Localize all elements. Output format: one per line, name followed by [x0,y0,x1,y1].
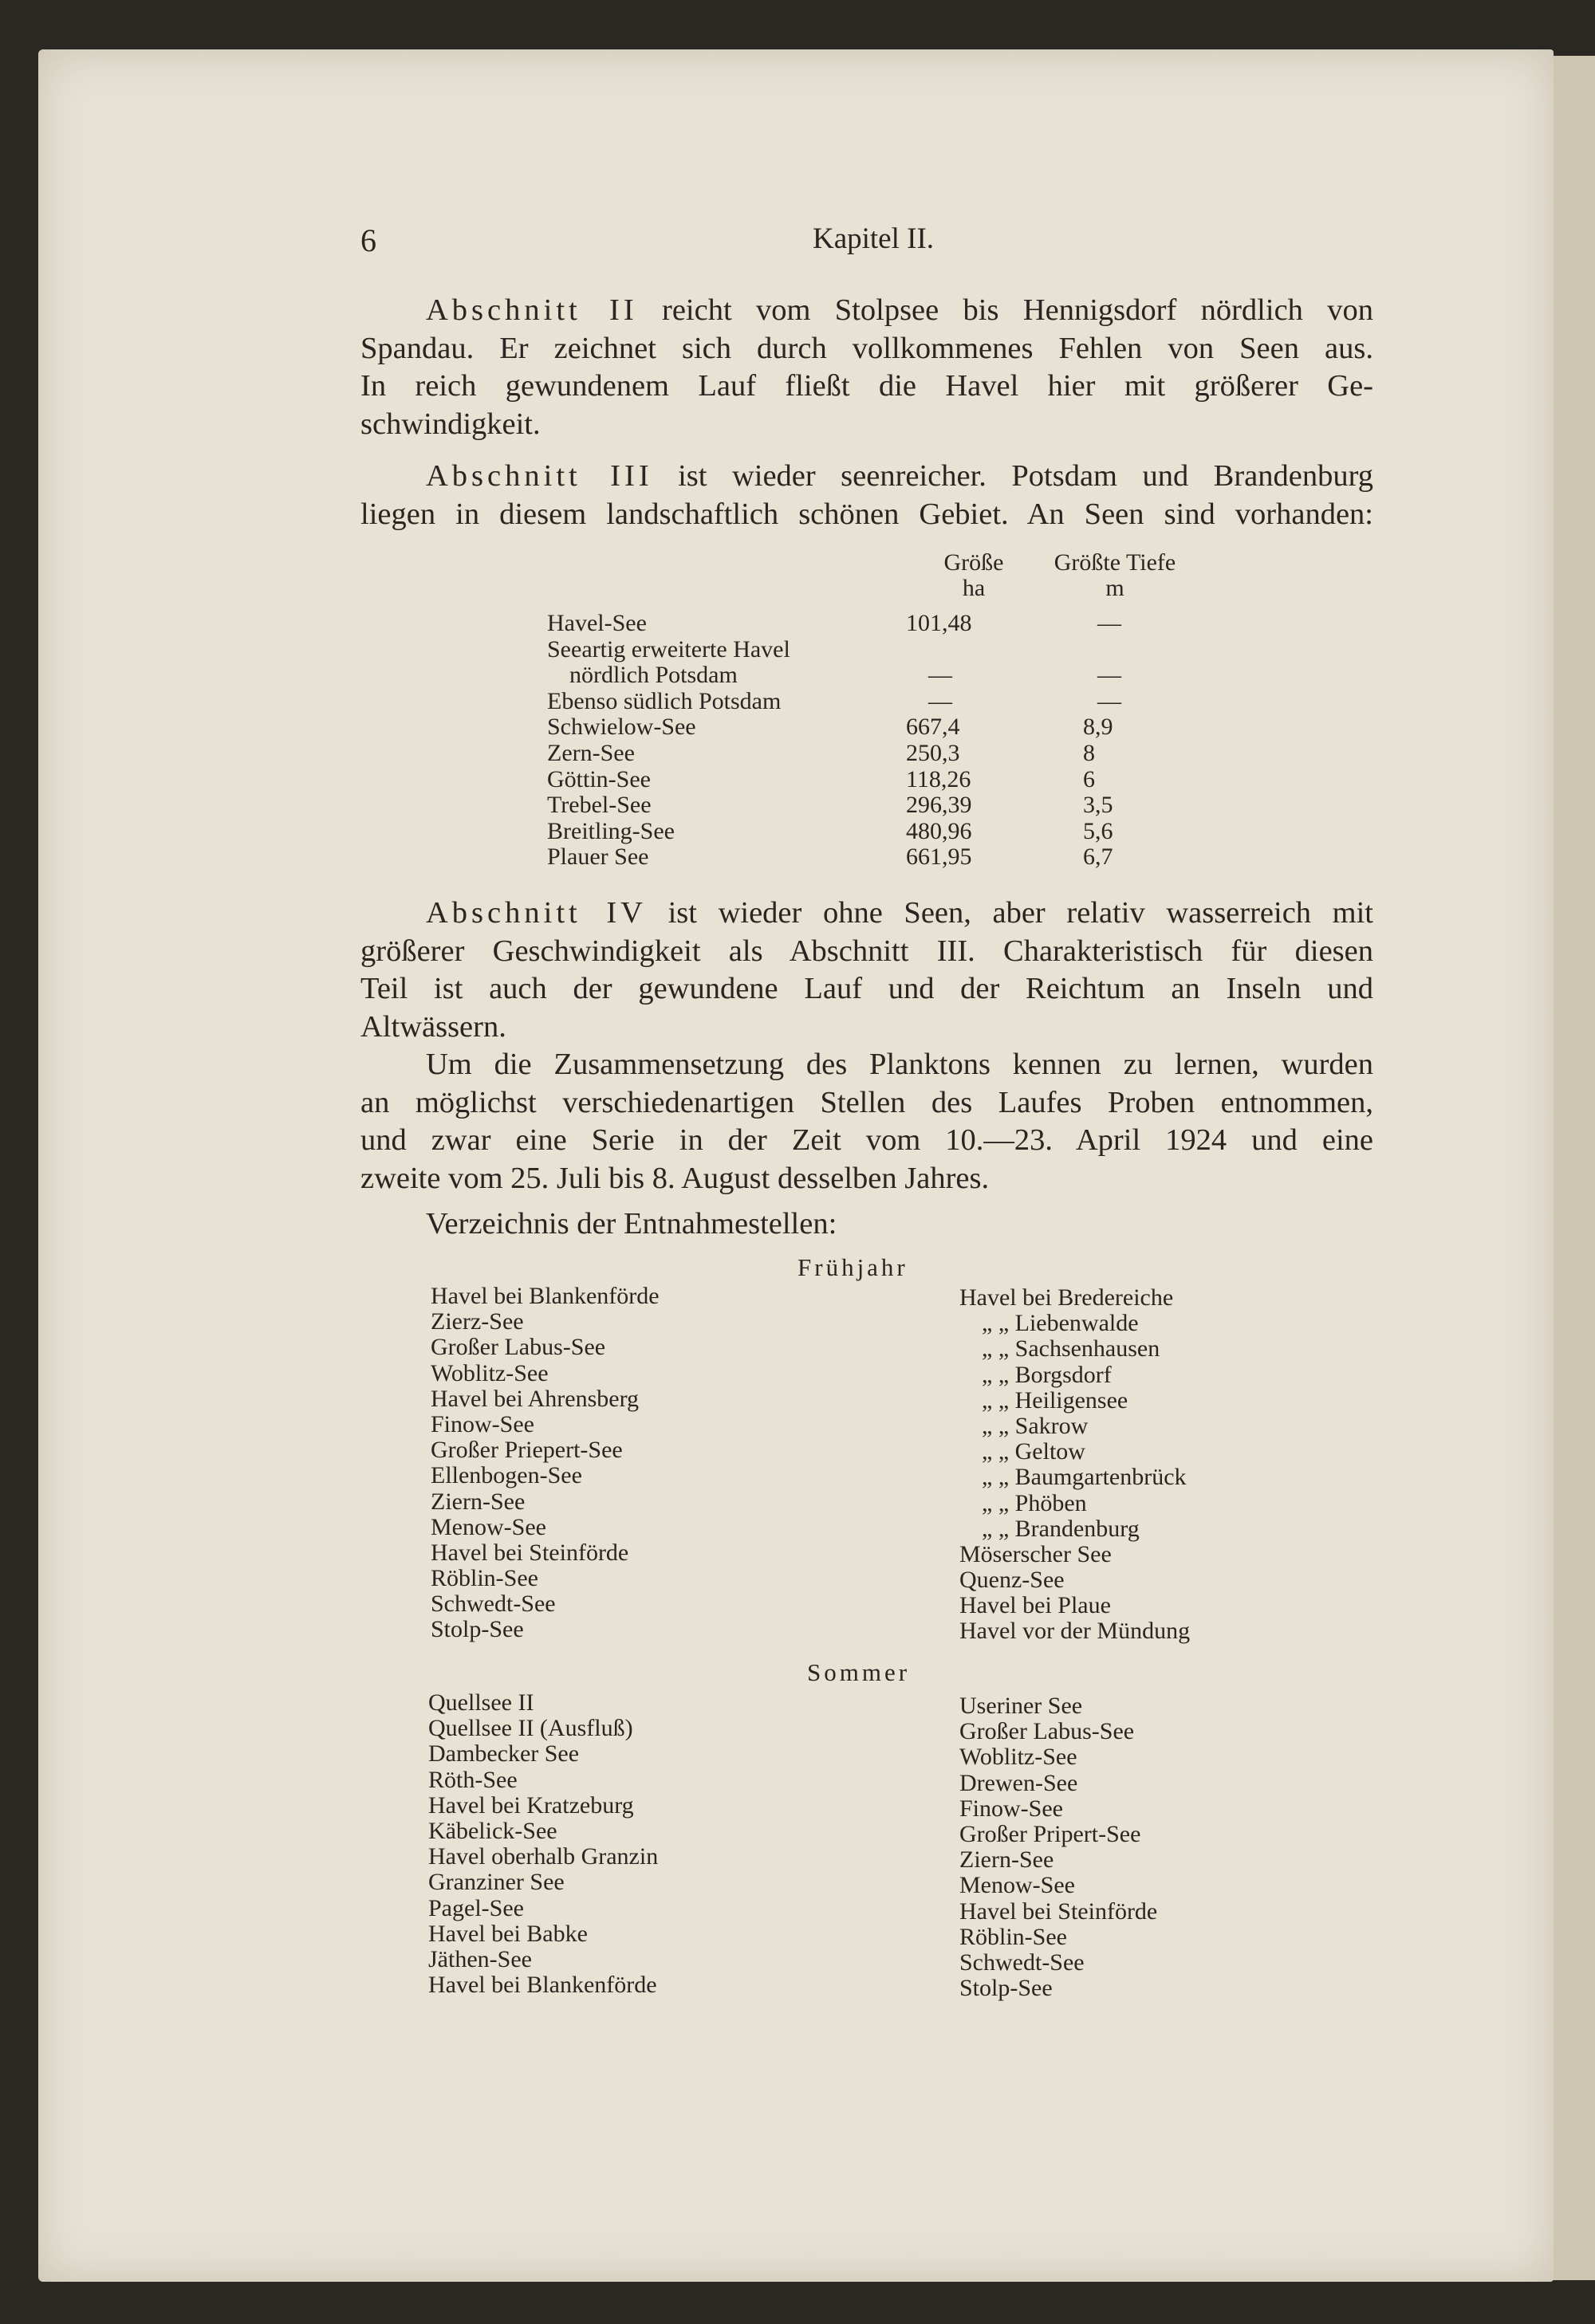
lake-depth: 6,7 [1083,843,1113,871]
lake-depth: — [1097,610,1121,636]
station-item: Havel bei Blankenförde [428,1972,657,1999]
lake-name: nördlich Potsdam [569,662,738,689]
station-item: Havel bei Plaue [959,1592,1111,1619]
page-number: 6 [360,222,376,258]
station-item: Finow-See [959,1795,1063,1822]
paragraph-line: Abschnitt III ist wieder seenreicher. Potsdam und Brandenburg [426,459,1373,493]
lake-name: Plauer See [547,843,649,871]
station-item: Havel bei Kratzeburg [428,1791,634,1819]
paragraph-line: an möglichst verschiedenartigen Stellen des Laufes Proben entnommen, [360,1085,1373,1119]
station-item: Drewen-See [959,1769,1078,1796]
station-item: Woblitz-See [431,1359,549,1386]
station-item: „ „ Geltow [982,1438,1085,1465]
station-item: Jäthen-See [428,1945,532,1972]
paragraph-plankton [360,1046,1373,1197]
lake-depth: 8 [1083,740,1095,766]
station-item: Stolp-See [431,1616,524,1643]
station-item: Möserscher See [959,1540,1112,1567]
paragraph-line: Abschnitt II reicht vom Stolpsee bis Hennigsdorf nördlich von [426,293,1373,327]
paragraph-line: schwindigkeit. [360,407,541,441]
station-item: Quellsee II (Ausfluß) [428,1715,633,1742]
lake-name: Breitling-See [547,817,675,844]
station-item: Dambecker See [428,1740,580,1768]
lake-depth: — [1097,662,1121,689]
paragraph-line: liegen in diesem landschaftlich schönen Gebiet. An Seen sind vorhanden: [360,497,1373,531]
station-item: Finow-See [431,1410,534,1437]
station-item: Großer Pripert-See [959,1820,1141,1847]
station-item: Zierz-See [431,1308,524,1335]
lake-size: 101,48 [906,610,972,636]
lake-name: Trebel-See [547,792,652,819]
lake-name: Ebenso südlich Potsdam [547,687,782,714]
station-item: Havel oberhalb Granzin [428,1843,659,1870]
station-item: „ „ Borgsdorf [982,1361,1112,1388]
station-item: Schwedt-See [959,1948,1085,1976]
station-item: Röblin-See [431,1565,538,1592]
station-item: Ziern-See [959,1846,1054,1874]
lake-size: — [928,662,952,689]
lake-name: Havel-See [547,610,647,636]
station-item: Woblitz-See [959,1744,1077,1771]
station-item: „ „ Sachsenhausen [982,1335,1160,1363]
lake-depth: — [1097,687,1121,714]
station-item: Großer Priepert-See [431,1437,623,1464]
heading-spring: Frühjahr [798,1253,908,1281]
header-depth: Größte Tiefe [1053,549,1176,576]
lake-size: 480,96 [906,817,972,844]
lake-name: Seeartig erweiterte Havel [547,635,790,663]
lake-name: Schwielow-See [547,714,696,741]
station-item: Käbelick-See [428,1817,557,1844]
station-item: Großer Labus-See [959,1718,1135,1745]
summer-list-left [428,1690,658,1998]
station-item: „ „ Liebenwalde [982,1310,1139,1337]
lake-name: Zern-See [547,740,635,766]
lake-size: 296,39 [906,792,972,819]
paragraph-abschnitt-4 [360,895,1373,1046]
paragraph-abschnitt-2 [360,292,1373,443]
lake-size: 250,3 [906,740,960,766]
lake-table [547,550,1201,869]
station-item: Useriner See [959,1693,1083,1719]
next-page-edge [1551,56,1595,2280]
station-item: Quenz-See [959,1567,1065,1594]
station-item: Granziner See [428,1869,565,1896]
station-item: „ „ Brandenburg [982,1515,1140,1542]
summer-list-right [959,1693,1157,2001]
station-item: Menow-See [431,1513,546,1540]
station-item: Ziern-See [431,1488,526,1515]
section-label: Abschnitt III [426,459,653,493]
station-item: Havel bei Ahrensberg [431,1385,640,1412]
paragraph-line: Verzeichnis der Entnahmestellen: [426,1207,837,1241]
paragraph-line: zweite vom 25. Juli bis 8. August desselben Jahres. [360,1161,990,1195]
station-item: Havel bei Steinförde [959,1897,1158,1925]
spring-list-right [959,1285,1190,1645]
paragraph-verzeichnis [360,1205,1373,1244]
paragraph-line: Altwässern. [360,1009,506,1044]
station-item: Röth-See [428,1766,518,1793]
lake-size: 118,26 [906,765,971,792]
station-item: Havel bei Babke [428,1920,588,1947]
paragraph-line: Teil ist auch der gewundene Lauf und der Reichtum an Inseln und [360,972,1373,1005]
lake-depth: 8,9 [1083,714,1113,741]
paragraph-line: Abschnitt IV ist wieder ohne Seen, aber relativ wasserreich mit [426,896,1373,930]
station-item: Havel vor der Mündung [959,1618,1191,1645]
lake-depth: 5,6 [1083,817,1113,844]
station-item: Menow-See [959,1872,1075,1899]
heading-summer: Sommer [807,1658,911,1686]
lake-depth: 3,5 [1083,792,1113,819]
station-item: Schwedt-See [431,1591,556,1618]
spring-list-left [431,1284,660,1643]
lake-size: 661,95 [906,843,972,871]
station-item: Pagel-See [428,1894,524,1921]
lake-depth: 6 [1083,765,1095,792]
section-label: Abschnitt II [426,293,638,327]
header-size: Größe [943,549,1004,576]
station-item: „ „ Baumgartenbrück [982,1464,1187,1491]
station-item: Havel bei Steinförde [431,1539,629,1566]
paragraph-line: In reich gewundenem Lauf fließt die Havel hier mit größerer Ge- [360,369,1373,403]
station-item: Stolp-See [959,1975,1053,2002]
station-item: Quellsee II [428,1689,534,1716]
paragraph-abschnitt-3 [360,458,1373,533]
header-depth-unit: m [1105,575,1124,601]
header-size-unit: ha [962,575,986,601]
station-item: Röblin-See [959,1923,1067,1950]
paragraph-line: Spandau. Er zeichnet sich durch vollkommenes Fehlen von Seen aus. [360,331,1373,365]
lake-name: Göttin-See [547,765,651,792]
station-item: Havel bei Bredereiche [959,1284,1174,1311]
section-label: Abschnitt IV [426,896,647,930]
paragraph-line: und zwar eine Serie in der Zeit vom 10.—23. April 1924 und eine [360,1123,1373,1157]
paragraph-line: Um die Zusammensetzung des Planktons kennen zu lernen, wurden [426,1048,1373,1081]
station-item: „ „ Heiligensee [982,1386,1128,1414]
lake-size: 667,4 [906,714,960,741]
station-item: Großer Labus-See [431,1334,606,1361]
station-item: Ellenbogen-See [431,1462,582,1489]
station-item: „ „ Sakrow [982,1412,1089,1439]
paragraph-line: größerer Geschwindigkeit als Abschnitt III. Charakteristisch für diesen [360,934,1373,968]
lake-size: — [928,687,952,714]
running-header [360,222,1386,261]
station-item: „ „ Phöben [982,1489,1087,1516]
station-item: Havel bei Blankenförde [431,1283,660,1309]
chapter-title: Kapitel II. [812,222,935,255]
